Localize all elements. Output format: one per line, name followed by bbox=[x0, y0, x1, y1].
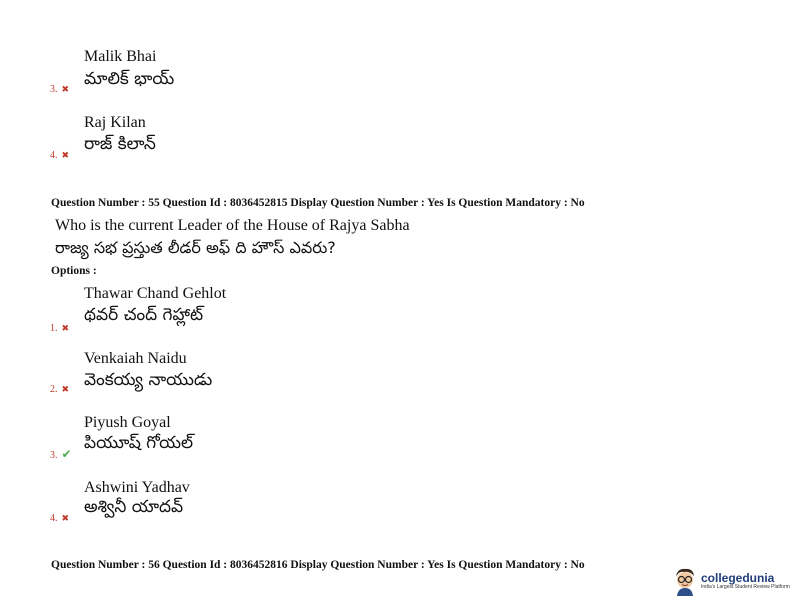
option-4-telugu: అశ్వినీ యాదవ్ bbox=[84, 497, 184, 517]
logo-text bbox=[701, 572, 790, 591]
option-number: 4. bbox=[50, 513, 58, 524]
option-number: 1. bbox=[50, 323, 58, 334]
option-number: 3. bbox=[50, 84, 58, 95]
option-1-marker bbox=[50, 318, 69, 336]
option-3-english: Piyush Goyal bbox=[84, 414, 171, 431]
checkmark-icon: ✔ bbox=[61, 447, 72, 461]
question-55-header: Question Number : 55 Question Id : 8036452815 Display Question Number : Yes Is Question Mandatory : No bbox=[51, 197, 585, 209]
collegedunia-logo bbox=[672, 566, 790, 596]
option-2-marker bbox=[50, 379, 69, 397]
option-3-telugu: పియూష్ గోయల్ bbox=[84, 433, 194, 453]
question-56-header: Question Number : 56 Question Id : 8036452816 Display Question Number : Yes Is Question Mandatory : No bbox=[51, 559, 585, 571]
option-number: 3. bbox=[50, 450, 58, 461]
prev-option-4-marker bbox=[50, 145, 69, 163]
option-2-english: Venkaiah Naidu bbox=[84, 350, 187, 367]
prev-option-3-english: Malik Bhai bbox=[84, 48, 157, 65]
option-1-telugu: థవర్ చంద్ గెహ్లాట్ bbox=[84, 305, 204, 325]
prev-option-4-telugu: రాజ్ కిలాన్ bbox=[84, 134, 156, 154]
prev-option-3-marker bbox=[50, 79, 69, 97]
cross-icon: ✖ bbox=[61, 324, 70, 334]
option-1-english: Thawar Chand Gehlot bbox=[84, 285, 227, 302]
logo-name: collegedunia bbox=[701, 570, 775, 585]
logo-tagline: India's Largest Student Review Platform bbox=[701, 583, 790, 590]
cross-icon: ✖ bbox=[61, 385, 70, 395]
option-number: 4. bbox=[50, 150, 58, 161]
option-4-english: Ashwini Yadhav bbox=[84, 479, 190, 496]
option-4-marker bbox=[50, 508, 69, 526]
options-label: Options : bbox=[51, 265, 97, 277]
prev-option-4-english: Raj Kilan bbox=[84, 114, 146, 131]
option-3-marker bbox=[50, 445, 72, 463]
student-mascot-icon bbox=[672, 566, 698, 596]
option-2-telugu: వెంకయ్య నాయుడు bbox=[84, 370, 213, 390]
cross-icon: ✖ bbox=[61, 151, 70, 161]
option-number: 2. bbox=[50, 384, 58, 395]
prev-option-3-telugu: మాలిక్ భాయ్ bbox=[84, 69, 175, 89]
question-55-text-english: Who is the current Leader of the House of Rajya Sabha bbox=[55, 217, 410, 234]
cross-icon: ✖ bbox=[61, 85, 70, 95]
cross-icon: ✖ bbox=[61, 514, 70, 524]
question-55-text-telugu: రాజ్య సభ ప్రస్తుత లీడర్ అఫ్ ది హౌస్ ఎవరు? bbox=[55, 238, 336, 257]
